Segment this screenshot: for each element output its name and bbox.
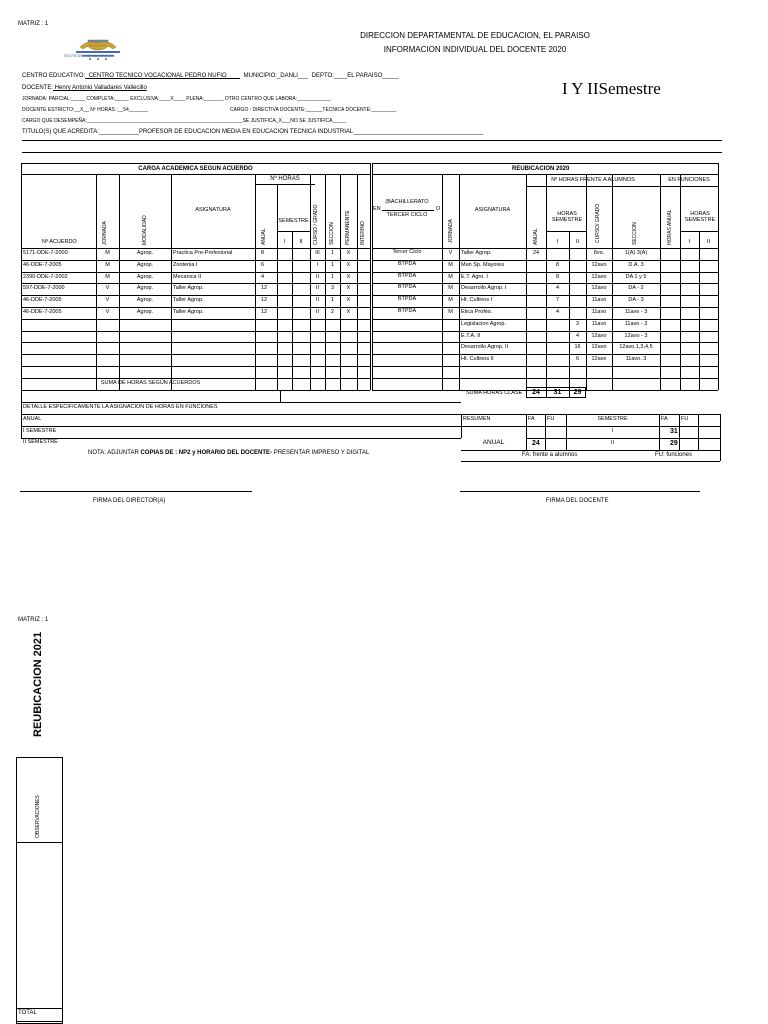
jornada-cell: M: [105, 250, 110, 256]
r-jornada-cell: M: [448, 297, 453, 304]
centro-value: _CENTRO TECNICO VOCACIONAL PEDRO NUFIO____: [85, 73, 240, 79]
nota-prefix: NOTA: ADJUNTAR: [88, 450, 141, 456]
r-seccion-cell: 11avo. 3: [625, 356, 647, 363]
bachillerato-cell: BTPDA: [397, 272, 417, 279]
seccion-cell: 3: [330, 285, 335, 292]
asignatura-cell: Zootenia I: [173, 261, 198, 268]
r-jornada-cell: M: [448, 273, 453, 280]
r-seccion-cell: 11avo - 3: [624, 320, 648, 327]
asignatura-cell: Mecanica II: [173, 273, 202, 280]
r-asignatura-cell: Taller Agrop.: [461, 250, 492, 256]
r-sem-ii-cell: 4: [575, 332, 580, 339]
titulo-line: [22, 129, 483, 135]
permanente-cell: X: [346, 250, 351, 256]
permanente-cell: X: [346, 273, 351, 280]
r-curso-cell: 12avo: [591, 332, 607, 339]
logo-text: SECRETARIA DE EDUCACION: [64, 54, 114, 58]
r-sem-i-cell: 8: [555, 261, 560, 268]
r-curso-cell: 11avo: [591, 320, 607, 327]
r-seccion-cell: DA - 3: [628, 297, 644, 304]
modalidad-header: MODALIDAD: [142, 215, 148, 245]
depto-label: DEPTO:: [311, 73, 334, 79]
r-asignatura-cell: Legislacion Agrop.: [461, 320, 506, 327]
municipio-value: _DANLI___: [276, 73, 308, 79]
tercer-ciclo-header: TERCER CICLO: [386, 212, 428, 218]
nota-line: [88, 450, 369, 456]
permanente-cell: X: [346, 261, 351, 268]
jornada-line: JORNADA: PARCIAL:_____ COMPLETA:_____ EXCLUSIVA:____X____ PLENA:_______ OTRO CENTRO QUE LABORA:____________: [22, 96, 331, 102]
anual-cell: 12: [261, 297, 268, 304]
r-sem-i-cell: 4: [555, 309, 560, 315]
r-asignatura-cell: Desarrollo Agrop. I: [461, 285, 507, 292]
permanente-cell: X: [346, 285, 351, 292]
f-sem-ii-header: II: [706, 239, 711, 245]
right-table-title: REUBICACION 2020: [512, 166, 570, 172]
r-curso-header: CURSO/ GRADO: [595, 203, 601, 243]
total-label: TOTAL: [18, 1010, 37, 1016]
horas-header: Nº HORAS: [270, 176, 300, 182]
anual-cell: 6: [261, 261, 265, 268]
r-asignatura-cell: Ht. Cultivos II: [461, 356, 494, 363]
r-sem-i-cell: 8: [555, 273, 560, 280]
r-asignatura-cell: Etica Profes.: [461, 309, 493, 315]
permanente-cell: X: [346, 309, 351, 315]
left-table-title: CARGA ACADEMICA SEGUN ACUERDO: [138, 166, 253, 172]
jornada-cell: V: [105, 309, 110, 315]
bach-o: O: [436, 206, 441, 212]
depto-value: ____EL PARAISO_____: [333, 73, 399, 79]
frente-header: Nº HORAS FRENTE A ALUMNOS: [551, 177, 635, 183]
r-curso-cell: 11avo: [591, 309, 607, 315]
r-seccion-cell: 12avo - 3: [624, 332, 648, 339]
f-sem-i-header: I: [688, 239, 691, 245]
r-jornada-cell: M: [448, 309, 453, 315]
r-sem-ii-header: II: [575, 239, 580, 245]
resumen-fu-2: FU: [681, 416, 689, 422]
asignatura-cell: Practica Pre-Profesional: [173, 250, 233, 256]
r-sem-ii-cell: 3: [575, 320, 580, 327]
cargo-line: CARGO : DIRECTIVA DOCENTE:______TECNICA DOCENTE:_________: [230, 107, 397, 113]
seccion-cell: 2: [330, 309, 335, 315]
resumen-anual-value: 24: [532, 440, 540, 447]
nota-suffix: PRESENTAR IMPRESO Y DIGITAL: [272, 450, 370, 456]
curso-cell: II: [315, 285, 320, 292]
r-curso-cell: 11avo: [591, 297, 607, 304]
curso-cell: I: [316, 261, 319, 268]
curso-cell: II: [315, 273, 320, 280]
asignatura-cell: Taller Agrop.: [173, 285, 204, 292]
sem-ii-header: II: [299, 239, 303, 245]
r-curso-cell: 8vo.: [593, 250, 605, 256]
asignatura-cell: Taller Agrop.: [173, 309, 204, 315]
funciones-header: EN FUNCIONES: [668, 177, 710, 183]
asignatura-header: ASIGNATURA: [195, 207, 231, 213]
seccion-header: SECCION: [329, 222, 335, 245]
acuerdo-header: Nº ACUERDO: [42, 239, 77, 245]
suma-anual: 24: [532, 388, 540, 396]
curso-cell: III: [315, 250, 320, 256]
r-curso-cell: 12avo: [591, 273, 607, 280]
acuerdo-cell: 46-DDE-7-2005: [23, 297, 62, 304]
r-jornada-header: JORNADA: [448, 219, 454, 243]
anual-label: ANUAL: [23, 415, 42, 422]
sem-i-header: I: [283, 239, 286, 245]
acuerdo-cell: 5171-DDE-7-2000: [23, 250, 68, 256]
r-anual-cell: 24: [532, 250, 540, 256]
centro-label: CENTRO EDUCATIVO:: [22, 73, 86, 79]
jornada-cell: V: [105, 285, 110, 292]
jornada-header: JORNADA: [102, 221, 108, 245]
permanente-header: PERMANENTE: [345, 210, 351, 245]
observaciones-label: OBSERVACIONES: [35, 795, 41, 838]
r-seccion-cell: DA - 2: [628, 285, 644, 292]
r-curso-cell: 12avo: [591, 344, 607, 351]
interino-header: INTERINO: [360, 221, 366, 245]
r-asignatura-cell: Ht. Cultivos I: [461, 297, 493, 304]
modalidad-cell: Agrop.: [136, 309, 154, 315]
resumen-sem-ii: II: [610, 440, 615, 446]
r-horas-anual-header: HORAS ANUAL: [667, 209, 673, 245]
r-seccion-cell: 1(A) 3(A): [624, 250, 648, 256]
r-sem-i-cell: 4: [555, 285, 560, 292]
seccion-cell: 1: [330, 261, 335, 268]
r-curso-cell: 12avo: [591, 261, 607, 268]
suma-horas-label: SUMA DE HORAS SEGÚN ACUERDOS: [100, 379, 201, 386]
acuerdo-cell: 2390-DDE-7-2002: [23, 273, 68, 280]
resumen-semestre: SEMESTRE: [597, 416, 628, 422]
r-seccion-cell: 11avo - 3: [624, 309, 648, 315]
bachillerato-cell: BTPDA: [397, 260, 417, 267]
resumen-label: RESUMEN: [463, 416, 491, 422]
r-asignatura-cell: E.T.A. II: [461, 332, 481, 339]
resumen-fa-2: FA: [661, 416, 668, 422]
curso-cell: II: [315, 309, 320, 315]
nota-bold: COPIAS DE : NP2 y HORARIO DEL DOCENTE-: [140, 450, 273, 456]
modalidad-cell: Agrop.: [136, 261, 154, 268]
curso-cell: II: [315, 297, 320, 304]
bachillerato-cell: BTPDA: [397, 284, 417, 291]
municipio-label: MUNICIPIO:: [243, 73, 277, 79]
semestre-header: SEMESTRE: [278, 218, 309, 224]
r-seccion-cell: DA 1 y 5: [625, 273, 647, 280]
reubicacion-2021-title: REUBICACION 2021: [32, 631, 44, 737]
seccion-cell: 1: [330, 250, 335, 256]
acuerdo-cell: 597-DDE-7-2000: [23, 285, 65, 292]
resumen-i-value: 31: [670, 428, 678, 435]
ii-semestre-label: II SEMESTRE: [23, 438, 58, 445]
modalidad-cell: Agrop.: [136, 273, 154, 280]
anual-cell: 12: [261, 309, 268, 315]
asignatura-cell: Taller Agrop.: [173, 297, 204, 304]
r-jornada-cell: V: [448, 250, 453, 256]
r-seccion-cell: 12avo.1,3,4,5: [619, 344, 653, 351]
cargo-desempena-line: CARGO QUE DESEMPEÑA:________________________________________________________SE JUSTIFICA_X___NO SE JUSTIFICA_____: [22, 118, 347, 124]
bachillerato-cell: BTPDA: [397, 296, 417, 303]
permanente-cell: X: [346, 297, 351, 304]
resumen-anual-label: ANUAL: [482, 439, 505, 446]
r-jornada-cell: M: [448, 285, 453, 292]
bachillerato-header: (BACHILLERATO: [385, 199, 429, 205]
r-sem-i-header: I: [556, 239, 559, 245]
bach-en: EN: [373, 206, 381, 212]
r-asignatura-cell: E.T. Agro. I: [461, 273, 488, 280]
anual-cell: 12: [261, 285, 268, 292]
anual-cell: 8: [261, 250, 265, 256]
modalidad-cell: Agrop.: [136, 297, 154, 304]
jornada-cell: M: [105, 261, 110, 268]
f-horas-semestre-header: HORAS SEMESTRE: [684, 211, 716, 223]
secretaria-logo: [58, 37, 138, 63]
detalle-label: DETALLE ESPECIFICAMENTE LA ASIGNACION DE HORAS EN FUNCIONES: [23, 403, 218, 410]
matriz-label-2: MATRIZ : 1: [18, 617, 49, 623]
docente-label: DOCENTE:: [22, 85, 54, 91]
suma-ii: 29: [573, 388, 582, 396]
matriz-label: MATRIZ : 1: [18, 21, 49, 27]
acuerdo-cell: 46-DDE-7-2005: [23, 261, 62, 268]
r-asignatura-cell: Desarrollo Agrop. II: [461, 344, 509, 351]
modalidad-cell: Agrop.: [136, 285, 154, 292]
r-sem-i-cell: 7: [555, 297, 560, 304]
suma-i: 31: [553, 388, 562, 396]
curso-header: CURSO / GRADO: [313, 204, 319, 245]
header-line-1: DIRECCION DEPARTAMENTAL DE EDUCACION, EL PARAISO: [360, 31, 590, 40]
modalidad-cell: Agrop.: [136, 250, 154, 256]
resumen-ii-value: 29: [670, 440, 678, 447]
resumen-sem-i: I: [611, 428, 614, 434]
r-sem-ii-cell: 6: [575, 356, 580, 363]
suma-horas-clase-label: SUMA HORAS CLASE: [466, 389, 523, 396]
titulo-value: ____________PROFESOR DE EDUCACION MEDIA EN EDUCACION TECNICA INDUSTRIAL_______________________________________: [98, 129, 484, 135]
r-curso-cell: 12avo: [591, 356, 607, 363]
r-asignatura-cell: Man Sp. Mayores: [461, 261, 505, 268]
r-anual-header: ANUAL: [533, 228, 539, 245]
r-curso-cell: 12avo: [591, 285, 607, 292]
jornada-cell: M: [105, 273, 110, 280]
bachillerato-cell: Tercer Ciclo: [392, 249, 422, 255]
acuerdo-cell: 46-DDE-7-2005: [23, 309, 62, 315]
firma-docente-label: FIRMA DEL DOCENTE: [546, 498, 609, 504]
fu-legend: FU: funciones: [655, 452, 693, 458]
seccion-cell: 1: [330, 297, 335, 304]
docente-estricto-line: DOCENTE ESTRICTO:__X__ Nº HORAS :__54_______: [22, 107, 149, 113]
i-semestre-label: I SEMESTRE: [23, 427, 57, 434]
jornada-cell: V: [105, 297, 110, 304]
docente-line: [22, 85, 147, 91]
resumen-fu: FU: [547, 416, 555, 422]
resumen-fa: FA: [528, 416, 535, 422]
firma-director-label: FIRMA DEL DIRECTOR(A): [93, 498, 166, 504]
docente-value: Henry Antonio Valladares Vallecillo: [53, 85, 147, 91]
bachillerato-cell: BTPDA: [397, 308, 417, 314]
titulo-label: TITULO(S) QUE ACREDITA:: [22, 129, 99, 135]
fa-legend: FA: frente a alumnos: [522, 452, 578, 458]
seccion-cell: 1: [330, 273, 335, 280]
r-seccion-cell: D.A. 3: [628, 261, 644, 268]
r-seccion-header: SECCION: [632, 222, 638, 245]
semester-title: I Y IISemestre: [562, 79, 661, 98]
r-asignatura-header: ASIGNATURA: [474, 207, 511, 213]
r-jornada-cell: M: [448, 261, 453, 268]
anual-header: ANUAL: [261, 228, 267, 245]
r-horas-semestre-header: HORAS SEMESTRE: [551, 211, 583, 223]
centro-line: [22, 73, 399, 79]
header-line-2: INFORMACION INDIVIDUAL DEL DOCENTE 2020: [383, 45, 567, 54]
r-sem-ii-cell: 16: [574, 344, 581, 351]
anual-cell: 4: [261, 273, 265, 280]
